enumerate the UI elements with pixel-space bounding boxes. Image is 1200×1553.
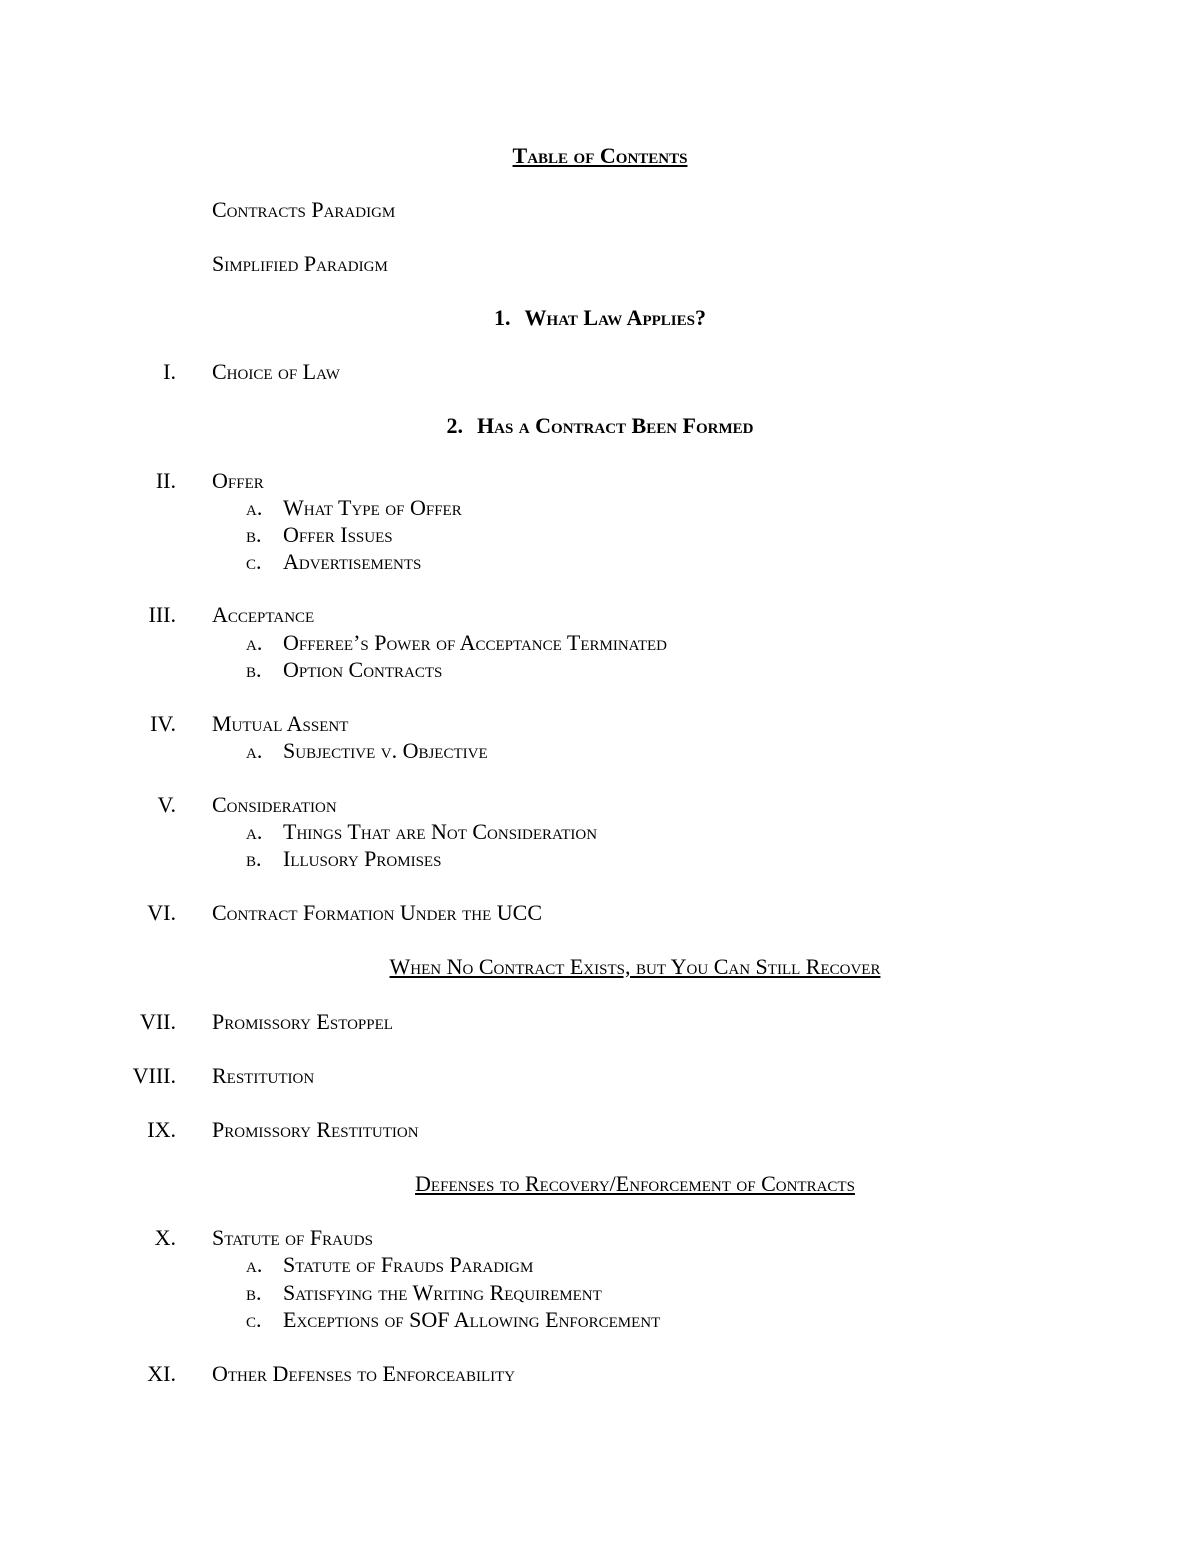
toc-section-v — [0, 792, 1200, 818]
toc-section-ix — [0, 1117, 1200, 1143]
section-label: Promissory Restitution — [212, 1117, 419, 1142]
section-label: Acceptance — [212, 602, 315, 627]
subsection-letter: a. — [246, 819, 263, 844]
toc-section-viii — [0, 1063, 1200, 1089]
subsection-label: Things That are Not Consideration — [283, 819, 598, 844]
subsection-letter: b. — [246, 1280, 262, 1305]
toc-section-xi — [0, 1361, 1200, 1387]
toc-subsection-iv-a — [0, 738, 1200, 764]
section-numeral: XI. — [147, 1361, 176, 1386]
toc-subsection-v-a — [0, 819, 1200, 845]
section-numeral: VIII. — [132, 1063, 176, 1088]
section-label: Offer — [212, 468, 264, 493]
subsection-letter: b. — [246, 522, 262, 547]
toc-section-x — [0, 1225, 1200, 1251]
subsection-label: Satisfying the Writing Requirement — [283, 1280, 602, 1305]
part-2-number: 2. — [446, 413, 464, 438]
subsection-label: Option Contracts — [283, 657, 443, 682]
part-1-title: What Law Applies? — [524, 305, 706, 330]
subsection-letter: c. — [246, 549, 262, 574]
toc-subsection-x-b — [0, 1280, 1200, 1306]
part-1-number: 1. — [494, 305, 511, 330]
subsection-letter: a. — [246, 1252, 263, 1277]
toc-section-vii — [0, 1009, 1200, 1035]
toc-subsection-ii-a — [0, 495, 1200, 521]
section-numeral: IX. — [147, 1117, 176, 1142]
section-label: Choice of Law — [212, 359, 340, 384]
toc-subsection-x-a — [0, 1252, 1200, 1278]
section-numeral: II. — [155, 468, 176, 493]
recovery-heading: When No Contract Exists, but You Can Still Recover — [389, 954, 881, 979]
defenses-heading: Defenses to Recovery/Enforcement of Contracts — [415, 1171, 855, 1196]
section-label: Consideration — [212, 792, 337, 817]
subsection-label: Offer Issues — [283, 522, 393, 547]
toc-section-iv — [0, 711, 1200, 737]
subsection-letter: b. — [246, 657, 262, 682]
section-numeral: I. — [163, 359, 176, 384]
subsection-letter: a. — [246, 630, 263, 655]
toc-section-ii — [0, 468, 1200, 494]
section-numeral: X. — [154, 1225, 176, 1250]
toc-title: Table of Contents — [512, 143, 688, 168]
subsection-letter: b. — [246, 846, 262, 871]
subsection-letter: c. — [246, 1307, 262, 1332]
toc-section-iii — [0, 602, 1200, 628]
toc-subsection-ii-b — [0, 522, 1200, 548]
section-numeral: VI. — [147, 900, 176, 925]
subsection-label: Subjective v. Objective — [283, 738, 488, 763]
part-2-title: Has a Contract Been Formed — [477, 413, 754, 438]
subsection-label: What Type of Offer — [283, 495, 462, 520]
toc-section-i — [0, 359, 1200, 385]
part-1-heading — [0, 305, 1200, 331]
section-label: Other Defenses to Enforceability — [212, 1361, 516, 1386]
section-label: Restitution — [212, 1063, 315, 1088]
toc-entry-simplified-paradigm: Simplified Paradigm — [212, 251, 388, 276]
toc-subsection-iii-b — [0, 657, 1200, 683]
section-label: Statute of Frauds — [212, 1225, 373, 1250]
toc-subsection-iii-a — [0, 630, 1200, 656]
toc-subsection-v-b — [0, 846, 1200, 872]
toc-subsection-ii-c — [0, 549, 1200, 575]
subsection-label: Statute of Frauds Paradigm — [283, 1252, 534, 1277]
toc-entry-contracts-paradigm: Contracts Paradigm — [212, 197, 396, 222]
toc-subsection-x-c — [0, 1307, 1200, 1333]
section-numeral: V. — [157, 792, 176, 817]
subsection-label: Exceptions of SOF Allowing Enforcement — [283, 1307, 661, 1332]
subsection-label: Offeree’s Power of Acceptance Terminated — [283, 630, 667, 655]
part-2-heading — [0, 413, 1200, 439]
section-numeral: IV. — [150, 711, 176, 736]
section-label: Mutual Assent — [212, 711, 349, 736]
subsection-label: Advertisements — [283, 549, 422, 574]
section-label: Contract Formation Under the UCC — [212, 900, 543, 925]
section-label: Promissory Estoppel — [212, 1009, 393, 1034]
subsection-letter: a. — [246, 495, 263, 520]
subsection-label: Illusory Promises — [283, 846, 442, 871]
section-numeral: III. — [148, 602, 176, 627]
toc-section-vi — [0, 900, 1200, 926]
subsection-letter: a. — [246, 738, 263, 763]
section-numeral: VII. — [139, 1009, 176, 1034]
